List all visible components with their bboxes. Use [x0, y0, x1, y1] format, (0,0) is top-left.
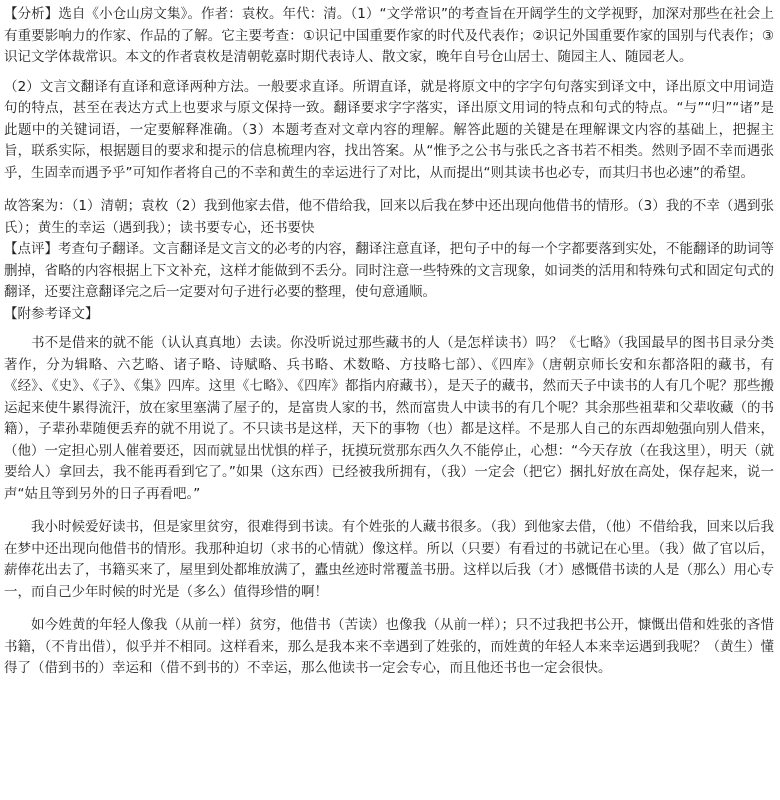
- analysis-paragraph-1: 【分析】选自《小仓山房文集》。作者：袁枚。年代：清。（1）“文学常识”的考查旨在开阔学生的文学视野，加深对那些在社会上有重要影响力的作家、作品的了解。它主要考查：①识记中国重要作家的时代及代表作；②识记外国重要作家的国别与代表作；③识记文学体裁常识。本文的作者袁枚是清朝乾嘉时期代表诗人、散文家，晚年自号仓山居士、随园主人、随园老人。: [4, 6, 774, 65]
- comment-paragraph: 【点评】考查句子翻译。文言翻译是文言文的必考的内容，翻译注意直译，把句子中的每一个字都要落到实处，不能翻译的助词等删掉，省略的内容根据上下文补充，这样才能做到不丢分。同时注意一些特殊的文言现象，如词类的活用和特殊句式和固定句式的翻译，还要注意翻译完之后一定要对句子进行必要的整理，使句意通顺。: [4, 241, 774, 300]
- translation-paragraph-2: 我小时候爱好读书，但是家里贫穷，很难得到书读。有个姓张的人藏书很多。（我）到他家去借，（他）不借给我，回来以后我在梦中还出现向他借书的情形。我那种迫切（求书的心情就）像这样。所以（只要）有看过的书就记在心里。（我）做了官以后，薪俸花出去了，书籍买来了，屋里到处都堆放满了，蠹虫丝迹时常覆盖书册。这样以后我（才）感慨借书读的人是（那么）用心专一，而自己少年时候的时光是（多么）值得珍惜的啊！: [4, 519, 774, 600]
- translation-paragraph-3: 如今姓黄的年轻人像我（从前一样）贫穷，他借书（苦读）也像我（从前一样）；只不过我把书公开，慷慨出借和姓张的吝惜书籍，（不肯出借），似乎并不相同。这样看来，那么是我本来不幸遇到了姓张的，而姓黄的年轻人本来幸运遇到我呢？（黄生）懂得了（借到书的）幸运和（借不到书的）不幸运，那么他读书一定会专心，而且他还书也一定会很快。: [4, 617, 774, 676]
- translation-paragraph-1: 书不是借来的就不能（认认真真地）去读。你没听说过那些藏书的人（是怎样读书）吗？《七略》（我国最早的图书目录分类著作，分为辑略、六艺略、诸子略、诗赋略、兵书略、术数略、方技略七部）、《四库》（唐朝京师长安和东都洛阳的藏书，有《经》、《史》、《子》、《集》四库。这里《七略》、《四库》都指内府藏书），是天子的藏书，然而天子中读书的人有几个呢？那些搬运起来使牛累得流汗，放在家里塞满了屋子的，是富贵人家的书，然而富贵人中读书的有几个呢？其余那些祖辈和父辈收藏（的书籍），子辈孙辈随便丢弃的就不用说了。不只读书是这样，天下的事物（也）都是这样。不是那人自己的东西却勉强向别人借来，（他）一定担心别人催着要还，因而就显出忧惧的样子，抚摸玩赏那东西久久不能停止，心想：“今天存放（在我这里），明天（就要给人）拿回去，我不能再看到它了。”如果（这东西）已经被我所拥有，（我）一定会（把它）捆扎好放在高处，保存起来，说一声“姑且等到另外的日子再看吧。”: [4, 335, 774, 502]
- answer-paragraph: 故答案为：（1）清朝；袁枚（2）我到他家去借，他不借给我，回来以后我在梦中还出现向他借书的情形。（3）我的不幸（遇到张氏）；黄生的幸运（遇到我）；读书要专心，还书要快: [4, 198, 774, 236]
- reference-heading: 【附参考译文】: [4, 305, 99, 322]
- analysis-paragraph-2: （2）文言文翻译有直译和意译两种方法。一般要求直译。所谓直译，就是将原文中的字字句句落实到译文中，译出原文中用词造句的特点，甚至在表达方式上也要求与原文保持一致。翻译要求字字落实，译出原文用词的特点和句式的特点。“与”“归”“诸”是此题中的关键词语，一定要解释准确。（3）本题考查对文章内容的理解。解答此题的关键是在理解课文内容的基础上，把握主旨，联系实际，根据题目的要求和提示的信息梳理内容，找出答案。从“惟予之公书与张氏之吝书若不相类。然则予固不幸而遇张乎，生固幸而遇予乎”可知作者将自己的不幸和黄生的幸运进行了对比，从而提出“则其读书也必专，而其归书也必速”的希望。: [4, 78, 774, 181]
